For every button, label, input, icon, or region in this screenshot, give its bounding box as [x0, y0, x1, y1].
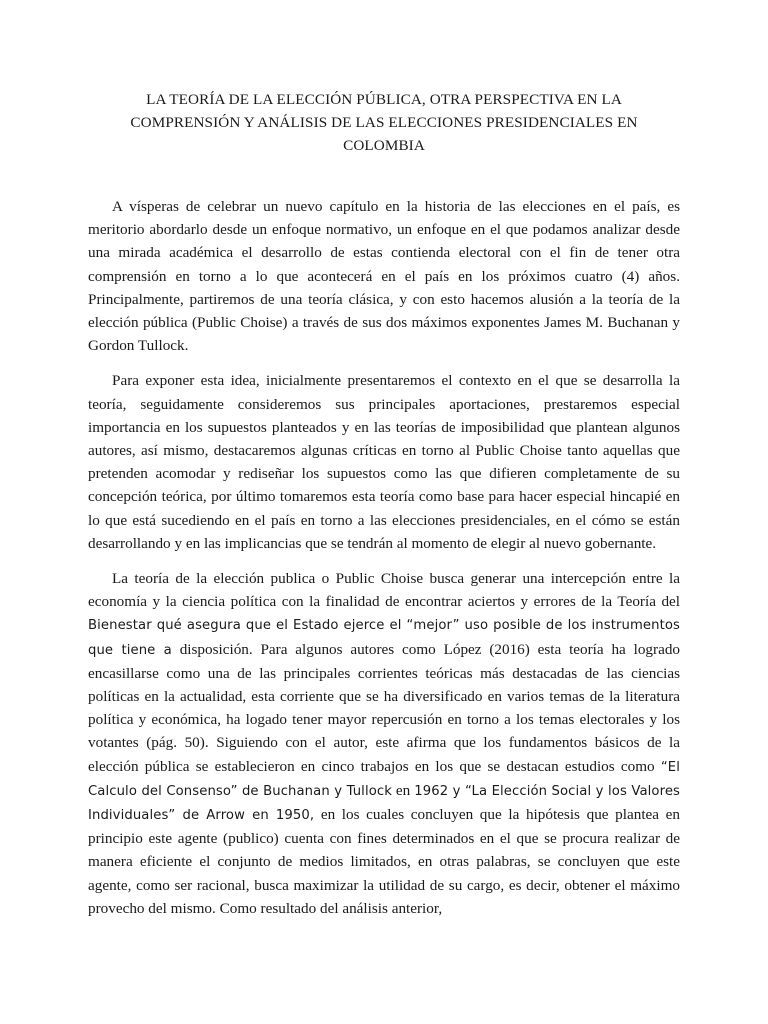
- paragraph-theory-part-3: disposición. Para algunos autores como López (2016) esta teoría ha logrado encasillarse como una de las principales corrientes teóricas más destacadas de las ciencias políticas en la actualidad, esta corriente que se ha diversificado en varios temas de la literatura política y económica, ha logado tener mayor repercusión en torno a los temas electorales y los votantes (pág. 50). Siguiendo con el autor, este afirma que los fundamentos básicos de la elección pública se establecieron en cinco trabajos en los que se destacan estudios como: [88, 640, 681, 775]
- paragraph-intro: A vísperas de celebrar un nuevo capítulo en la historia de las elecciones en el país, es meritorio abordarlo desde un enfoque normativo, un enfoque en el que podamos analizar desde una mirada académica el desarrollo de estas contienda electoral con el fin de tener otra comprensión en torno a lo que acontecerá en el país en los próximos cuatro (4) años. Principalmente, partiremos de una teoría clásica, y con esto hacemos alusión a la teoría de la elección pública (Public Choise) a través de sus dos máximos exponentes James M. Buchanan y Gordon Tullock.: [88, 198, 680, 355]
- paragraph-theory-part-7: en los cuales concluyen que la hipótesis que plantea en principio este agente (publico) cuenta con fines determinados en el que se procura realizar de manera eficiente el conjunto de medios limitados, en otras palabras, se concluyen que este agente, como ser racional, busca maximizar la utilidad de su cargo, es decir, obtener el máximo provecho del mismo. Como resultado del análisis anterior,: [88, 806, 680, 917]
- paragraph-theory-citation-arrow: 1962 y “La Elección Social y los Valores Individuales” de Arrow en 1950,: [88, 783, 681, 824]
- paragraph-theory-part-2: Bienestar qué asegura que el Estado ejerce el “mejor” uso posible de los instrumentos que tiene a: [88, 618, 680, 658]
- paragraph-theory: [88, 567, 680, 920]
- paragraph-theory-part-1: La teoría de la elección publica o Public Choise busca generar una intercepción entre la economía y la ciencia política con la finalidad de encontrar aciertos y errores de la Teoría del: [88, 570, 680, 611]
- paragraph-theory-part-5: en: [391, 781, 415, 799]
- paragraph-outline: Para exponer esta idea, inicialmente presentaremos el contexto en el que se desarrolla la teoría, seguidamente consideremos sus principales aportaciones, prestaremos especial importancia en los supuestos planteados y en las teorías de imposibilidad que plantean algunos autores, así mismo, destacaremos algunas críticas en torno al Public Choise tanto aquellas que pretenden acomodar y rediseñar los supuestos como las que difieren completamente de su concepción teórica, por último tomaremos esta teoría como base para hacer especial hincapié en lo que está sucediendo en el país en torno a las elecciones presidenciales, en el cómo se están desarrollando y en las implicancias que se tendrán al momento de elegir al nuevo gobernante.: [88, 372, 680, 552]
- document-title: LA TEORÍA DE LA ELECCIÓN PÚBLICA, OTRA PERSPECTIVA EN LA COMPRENSIÓN Y ANÁLISIS DE LAS ELECCIONES PRESIDENCIALES EN COLOMBIA: [130, 91, 638, 154]
- paragraph-theory-citation-buchanan: “El Calculo del Consenso” de Buchanan y Tullock: [88, 759, 680, 799]
